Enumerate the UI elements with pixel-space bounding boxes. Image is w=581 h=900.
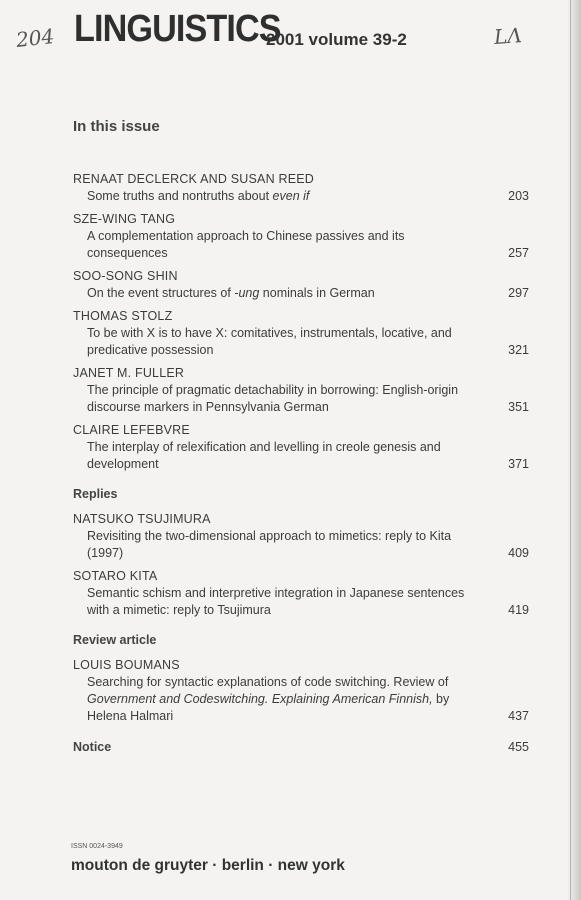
entry-page-number: 409 — [508, 546, 529, 560]
entry-author: SZE-WING TANG — [73, 212, 176, 226]
entry-page-number: 321 — [508, 343, 529, 357]
entry-author: LOUIS BOUMANS — [73, 658, 180, 672]
entry-title: The principle of pragmatic detachability in borrowing: English-origin discourse markers in Pennsylvania German — [87, 383, 459, 414]
entry-title: A complementation approach to Chinese passives and its consequences — [87, 229, 405, 260]
entry-page-number: 257 — [508, 246, 529, 260]
entry-author: NATSUKO TSUJIMURA — [73, 512, 211, 526]
handwritten-annotation-right: LΛ — [493, 23, 523, 49]
toc-entry[interactable] — [73, 657, 529, 725]
entry-title: The interplay of relexification and levelling in creole genesis and development — [87, 440, 441, 471]
toc-entry[interactable] — [73, 568, 529, 619]
notice-page-number: 455 — [508, 740, 529, 754]
toc-entry[interactable] — [73, 308, 529, 359]
entry-title: Revisiting the two-dimensional approach to mimetics: reply to Kita (1997) — [87, 529, 452, 560]
table-of-contents — [73, 171, 529, 756]
entry-author: RENAAT DECLERCK AND SUSAN REED — [73, 172, 315, 186]
toc-entry[interactable] — [73, 171, 529, 205]
toc-entry[interactable] — [73, 511, 529, 562]
section-heading: In this issue — [73, 118, 160, 135]
entry-title: To be with X is to have X: comitatives, instrumentals, locative, and predicative possession — [87, 326, 452, 357]
entry-author: THOMAS STOLZ — [73, 309, 173, 323]
entry-title: Some truths and nontruths about even if — [87, 189, 310, 203]
entry-page-number: 371 — [508, 457, 529, 471]
toc-entry[interactable] — [73, 365, 529, 416]
issue-info: 2001 volume 39-2 — [266, 30, 407, 49]
journal-title: LINGUISTICS — [74, 8, 281, 50]
replies-heading: Replies — [73, 487, 118, 501]
entry-author: SOTARO KITA — [73, 569, 158, 583]
entry-author: CLAIRE LEFEBVRE — [73, 423, 190, 437]
entry-title: Searching for syntactic explanations of code switching. Review of Government and Codeswitching. Explaining American Finnish, by Helena Halmari — [87, 675, 450, 723]
entry-author: SOO-SONG SHIN — [73, 269, 178, 283]
notice-entry[interactable] — [73, 739, 529, 756]
entry-page-number: 297 — [508, 286, 529, 300]
binding-line — [570, 0, 571, 900]
toc-entry[interactable] — [73, 422, 529, 473]
entry-page-number: 351 — [508, 400, 529, 414]
issn-number: ISSN 0024-3949 — [71, 843, 123, 850]
handwritten-annotation-left: 204 — [14, 24, 56, 52]
publisher-line: mouton de gruyter · berlin · new york — [71, 857, 345, 874]
entry-page-number: 203 — [508, 189, 529, 203]
entry-page-number: 419 — [508, 603, 529, 617]
notice-heading: Notice — [73, 740, 112, 754]
entry-title: On the event structures of -ung nominals in German — [87, 286, 375, 300]
review-article-heading: Review article — [73, 633, 157, 647]
toc-entry[interactable] — [73, 211, 529, 262]
toc-entry[interactable] — [73, 268, 529, 302]
entry-title: Semantic schism and interpretive integration in Japanese sentences with a mimetic: reply to Tsujimura — [87, 586, 465, 617]
entry-author: JANET M. FULLER — [73, 366, 185, 380]
entry-page-number: 437 — [508, 709, 529, 723]
